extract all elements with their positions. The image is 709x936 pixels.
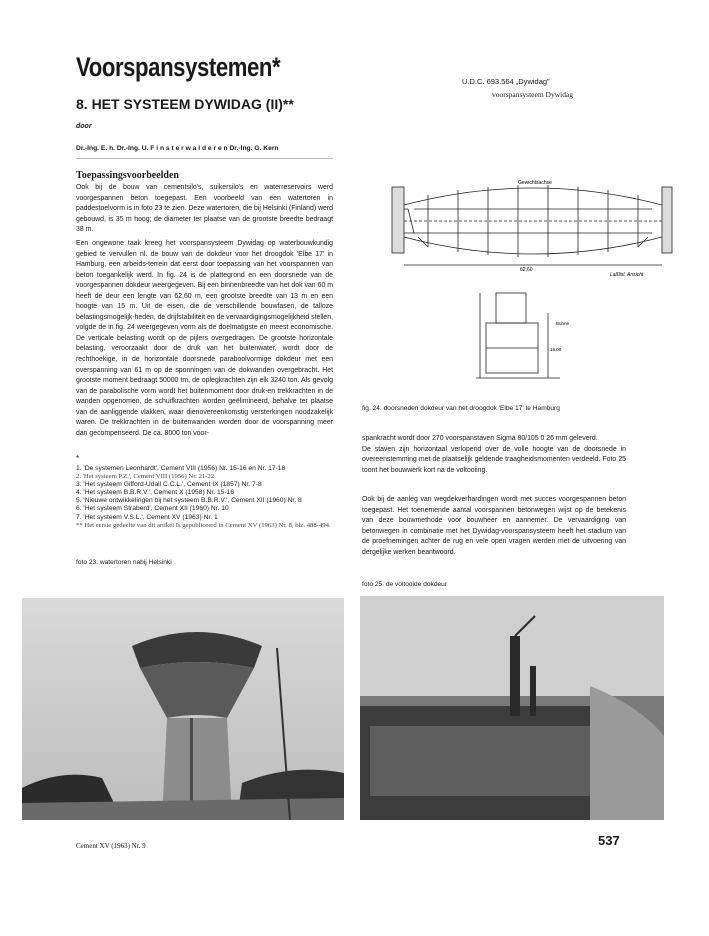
- byline-label: door: [76, 123, 92, 130]
- paragraph-text: Ook bij de bouw van cementsilo's, suikersilo's en waterreservoirs werd voorgespannen beton toegepast. Een voorbeeld van een watertoren in paddestoelvorm is in foto 23 te zien. Deze watertoren, die bij Helsinki (Finland) werd gebouwd, is 35 m hoog; de diameter ter plaatse van de grootste breedte bedraagt 38 m.: [76, 184, 333, 234]
- figure-dim-height: 15,00: [550, 347, 562, 352]
- paragraph-text: Ook bij de aanleg van wegdekverhardingen wordt met succes voorgespannen beton toegepast. Het toenemende aantal voorspannen betonwegen wijst op de betekenis van deze bouwmethode voor bouwheer en aannemer. De vervaardiging van betonwegen in combinatie met het Dywidag-voorspansysteem heeft het stadium van de proefnemingen achter de rug en vele open vragen werden met de uitvoering van dergelijke werken beantwoord.: [362, 496, 626, 556]
- authors: Dr.-Ing. E. h. Dr.-Ing. U. F i n s t e r w a l d e r e n Dr.-Ing. G. Kern: [76, 145, 279, 152]
- udc-code: U.D.C. 693.564 „Dywidag”: [462, 77, 550, 86]
- article-title: Voorspansystemen*: [76, 52, 281, 82]
- divider: [76, 158, 333, 159]
- footnote: 2. 'Het systeem P.Z.', Cement VIII (1956) Nr. 21-22: [76, 473, 215, 481]
- paragraph-4: [362, 495, 626, 558]
- figure-label-top: Gewichtsachse: [518, 180, 552, 186]
- caption-foto25: foto 25. de voltooide dokdeur: [362, 581, 448, 588]
- footnote: 4. 'Het systeem B.B.R.V.', Cement X (1958) Nr. 15-16: [76, 489, 235, 497]
- paragraph-3: [362, 434, 626, 476]
- paragraph-1: [76, 183, 333, 236]
- caption-foto23: foto 23. watertoren nabij Helsinki: [76, 559, 172, 566]
- dock-door-figure: [388, 173, 676, 388]
- section-heading: Toepassingsvoorbeelden: [76, 170, 179, 181]
- figure-dim-length: 62,60: [520, 267, 533, 273]
- udc-keyword: voorspansysteem Dywidag: [492, 90, 574, 99]
- paragraph-text: Een ongewone taak kreeg het voorspansysteem Dywidag op waterbouwkundig gebied te vervullen nl. de bouw van de dokdeur voor het droogdok 'Elbe 17' in Hamburg, een arbeids-terrein dat eerst door toepassing van het voorspannen van beton toegankelijk werd. In fig. 24 is de plattegrond en een doorsnede van de voorgespannen dokdeur weergegeven. Bij een binnenbreedte van het dok van 60 m heeft de deur een lengte van 62,60 m, een grootste breedte van 13 m en een hoogte van 15 m. Uit de eisen, die de verschillende bouwfasen, de talloze belastingsmogelijk-heden, de drijfstabiliteit en de vervaardigingsmogelijkheid stellen, volgde de in fig. 24 weergegeven vorm als de doelmatigste en meest economische. De verticale belasting wordt op de pijlers overgedragen. De grootste horizontale belasting, veroorzaakt door de druk van het buitenwater, wordt door de rechthoekige, in de horizontale doorsnede paraboolvormige dokdeur met een overspanning van 61 m op de sponningen van de dokwanden overgebracht. Het grootste moment bedraagt 50000 tm, de oplegkrachten zijn elk 3240 ton. Als gevolg van de parabolische vorm wordt het buitenmoment door druk-en trekkrachten in de wanden opgenomen, de schuifkrachten worden geëlimineerd, behalve ter plaatse van de aanliggende vlakken, waar dienovereenkomstig versterkingen noodzakelijk waren. De trekkrachten in de buitenwanden worden door de voorspanning meer dan gecompenseerd. De ca. 8000 ton voor-: [76, 240, 334, 437]
- footnote: 6. 'Het systeem Straberd', Cement XII (1960) Nr. 10: [76, 505, 229, 513]
- footnote: 5. 'Nieuwe ontwikkelingen bij het systeem B.B.R.V.', Cement XII (1960) Nr. 8: [76, 497, 302, 505]
- figure-label-section: Bühne: [556, 321, 570, 326]
- footnote-marker: *: [76, 454, 80, 463]
- footnotes: [76, 465, 334, 530]
- footnote: ** Het eerste gedeelte van dit artikel Is gepubliceerd in Cement XV (1963) Nr. 8, blz. 488-494.: [76, 521, 331, 529]
- page-number: 537: [598, 833, 620, 848]
- paragraph-text: De staven zijn horizontaal verlopend over de volle hoogte van de doorsnede in overeenstemming met de plaatselijk geldende traagheidsmomenten verdeeld. Foto 25 toont het bouwwerk kort na de voltooiing.: [362, 445, 626, 474]
- figure-label-right: Laßlisl. Ansicht: [610, 272, 644, 278]
- article-subtitle: 8. HET SYSTEEM DYWIDAG (II)**: [76, 96, 294, 112]
- footnote: 7. 'Het systeem V.S.L.', Cement XV (1963) Nr. 1: [76, 513, 218, 521]
- dock-door-photo: [360, 596, 664, 820]
- paragraph-2: [76, 239, 333, 439]
- caption-fig24: fig. 24. doorsneden dokdeur van het droogdok 'Elbe 17' te Hamburg: [362, 405, 560, 412]
- paragraph-text: spankracht wordt door 270 voorspanstaven Sigma 80/105 0 26 mm geleverd.: [362, 435, 598, 442]
- water-tower-photo: [22, 598, 344, 820]
- footnote: 1. 'De systemen Leonhardt', Cement VIII (1956) Nr. 15-16 en Nr. 17-18: [76, 465, 286, 472]
- journal-footer: Cement XV (1963) Nr. 9: [76, 842, 146, 850]
- footnote: 3. 'Het systeem Gifford-Udall C.C.L.', Cement IX (1857) Nr. 7-8: [76, 481, 262, 489]
